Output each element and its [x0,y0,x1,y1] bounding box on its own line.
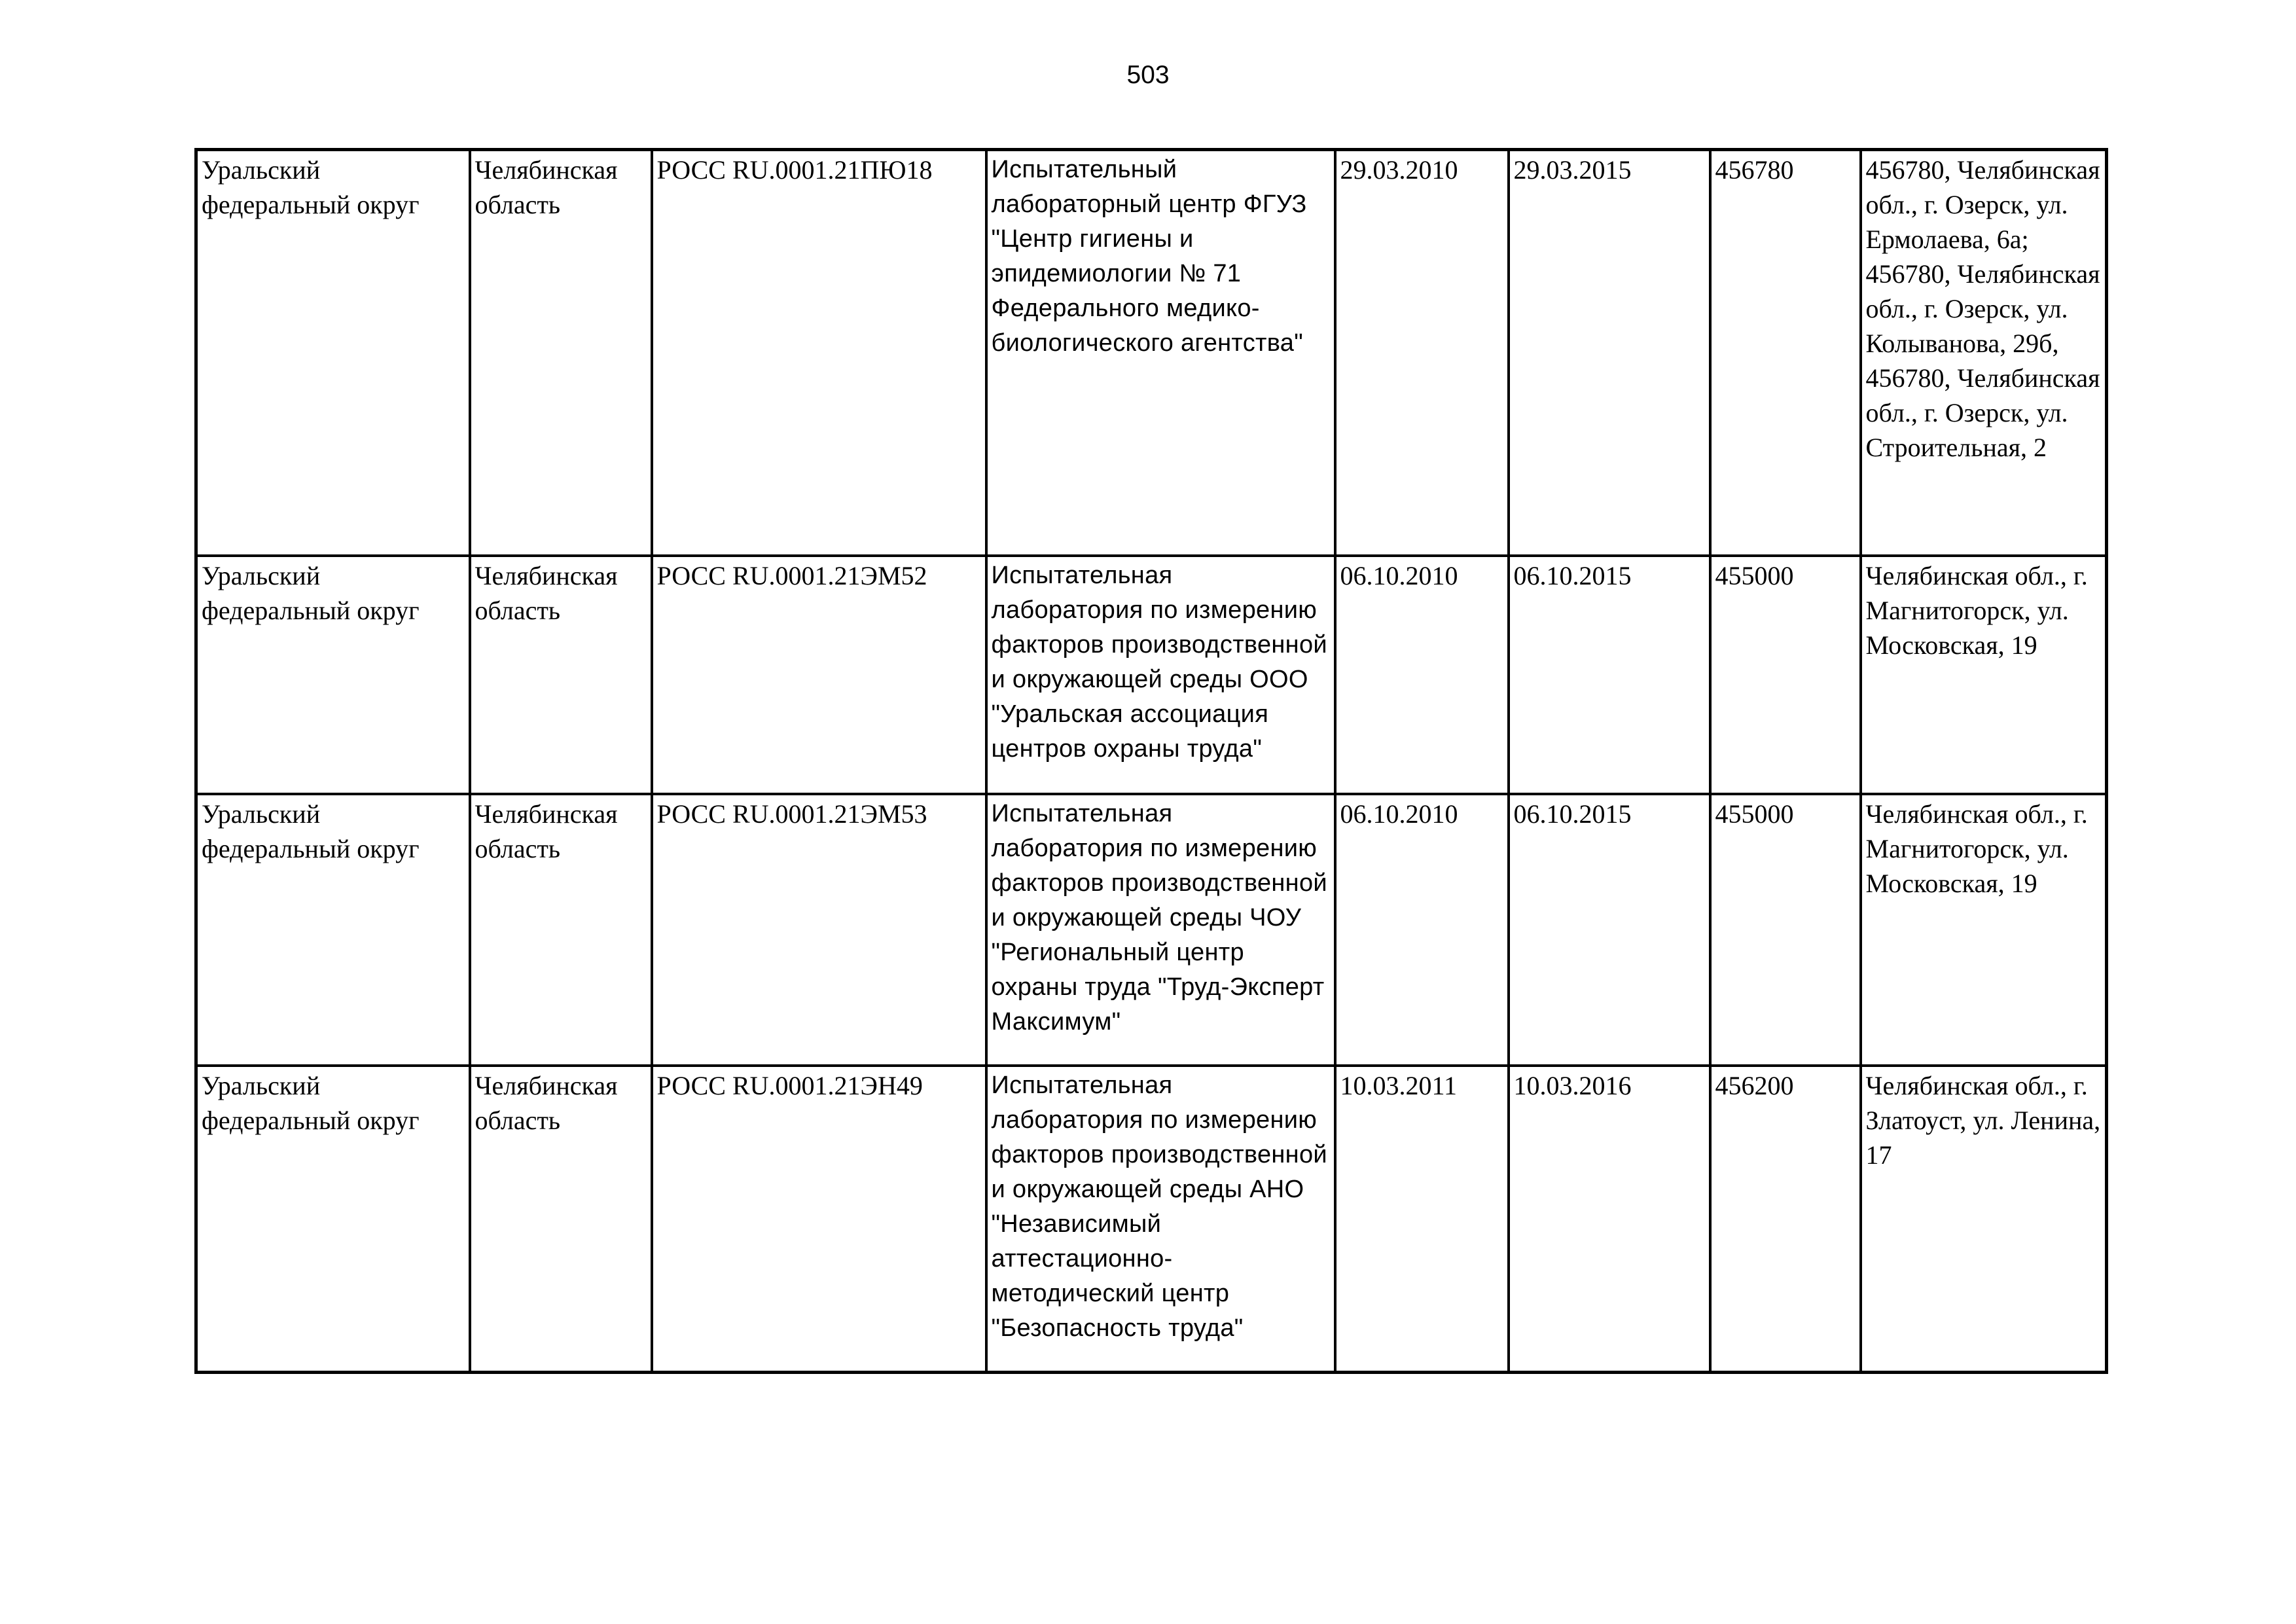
date-from-cell: 10.03.2011 [1335,1066,1509,1373]
region-cell: Челябинская область [470,794,652,1066]
district-cell: Уральский федеральный округ [196,1066,470,1373]
date-from-cell: 06.10.2010 [1335,794,1509,1066]
date-from-cell: 06.10.2010 [1335,556,1509,794]
laboratory-name-cell: Испытательная лаборатория по измерению факторов производственной и окружающей среды АНО "Независимый аттестационно-методический центр "Безопасность труда" [986,1066,1335,1373]
date-from-cell: 29.03.2010 [1335,150,1509,556]
registration-number-cell: РОСС RU.0001.21ЭН49 [652,1066,986,1373]
region-cell: Челябинская область [470,150,652,556]
address-cell: Челябинская обл., г. Магнитогорск, ул. Московская, 19 [1861,556,2107,794]
table-row [196,1066,2107,1373]
postal-index-cell: 456780 [1710,150,1861,556]
postal-index-cell: 455000 [1710,556,1861,794]
region-cell: Челябинская область [470,556,652,794]
district-cell: Уральский федеральный округ [196,150,470,556]
address-cell [1861,150,2107,556]
district-cell: Уральский федеральный округ [196,794,470,1066]
address-cell: Челябинская обл., г. Магнитогорск, ул. Московская, 19 [1861,794,2107,1066]
laboratory-name-cell: Испытательная лаборатория по измерению факторов производственной и окружающей среды ЧОУ "Региональный центр охраны труда "Труд-Эксперт Максимум" [986,794,1335,1066]
region-cell: Челябинская область [470,1066,652,1373]
table-row [196,556,2107,794]
table-row [196,150,2107,556]
date-to-cell: 29.03.2015 [1509,150,1710,556]
address-cell: Челябинская обл., г. Златоуст, ул. Ленина, 17 [1861,1066,2107,1373]
registration-number-cell: РОСС RU.0001.21ЭМ53 [652,794,986,1066]
registration-number-cell: РОСС RU.0001.21ПЮ18 [652,150,986,556]
date-to-cell: 10.03.2016 [1509,1066,1710,1373]
laboratory-name-cell: Испытательный лабораторный центр ФГУЗ "Центр гигиены и эпидемиологии № 71 Федерального медико-биологического агентства" [986,150,1335,556]
date-to-cell: 06.10.2015 [1509,794,1710,1066]
address-text: 456780, Челябинская обл., г. Озерск, ул. Ермолаева, 6а; 456780, Челябинская обл., г. Озерск, ул. Колыванова, 29б, 456780, Челябинская обл., г. Озерск, ул. Строительная, 2 [1865,155,2100,462]
district-cell: Уральский федеральный округ [196,556,470,794]
page-number: 503 [1126,61,1170,89]
date-to-cell: 06.10.2015 [1509,556,1710,794]
laboratory-name-cell: Испытательная лаборатория по измерению факторов производственной и окружающей среды ООО "Уральская ассоциация центров охраны труда" [986,556,1335,794]
postal-index-cell: 455000 [1710,794,1861,1066]
registration-number-cell: РОСС RU.0001.21ЭМ52 [652,556,986,794]
postal-index-cell: 456200 [1710,1066,1861,1373]
table-row [196,794,2107,1066]
registry-table [194,148,2108,1374]
